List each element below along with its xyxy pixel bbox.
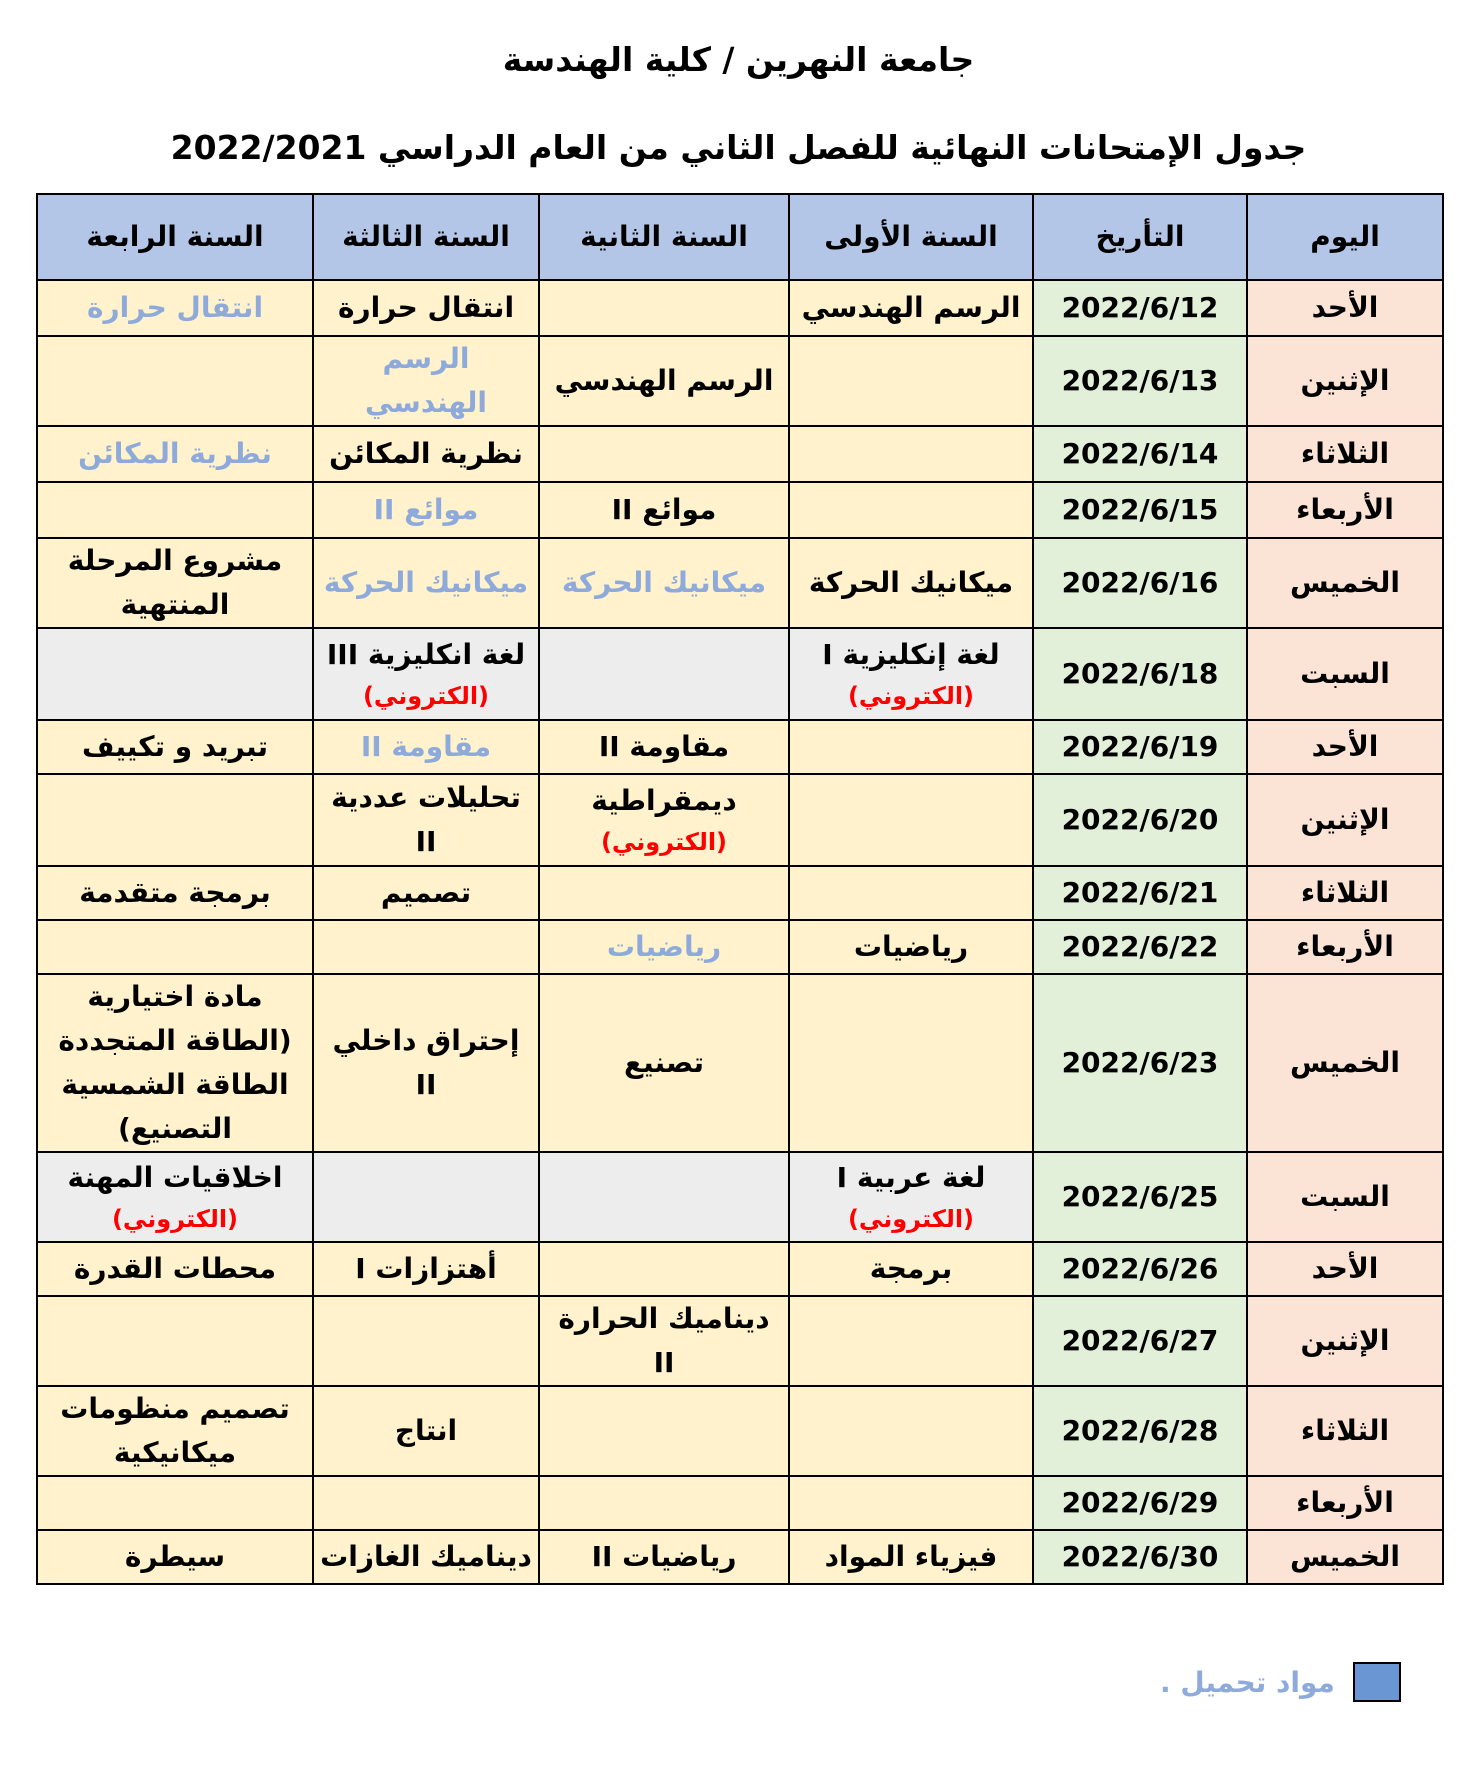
subject-cell-year3 — [313, 866, 539, 920]
subject-cell-year2 — [539, 280, 789, 336]
legend — [1160, 1662, 1401, 1702]
subject-cell-year1 — [789, 538, 1033, 628]
subject-cell-year4 — [37, 974, 313, 1152]
subject-cell-year3 — [313, 538, 539, 628]
subject-cell-year2 — [539, 336, 789, 426]
column-header-day: اليوم — [1247, 194, 1443, 280]
subject-cell-year2 — [539, 920, 789, 974]
subject-cell-year2 — [539, 482, 789, 538]
subject-cell-year1 — [789, 1152, 1033, 1242]
subject-cell-year1 — [789, 336, 1033, 426]
subject-cell-year3 — [313, 774, 539, 866]
subject-cell-year1 — [789, 974, 1033, 1152]
subject-text: تبريد و تكييف — [82, 730, 268, 763]
date-cell: 2022/6/22 — [1033, 920, 1247, 974]
subject-cell-year2 — [539, 1242, 789, 1296]
subject-cell-year2 — [539, 1152, 789, 1242]
day-cell: الإثنين — [1247, 1296, 1443, 1386]
day-cell: الخميس — [1247, 1530, 1443, 1584]
subject-cell-year3 — [313, 1530, 539, 1584]
subject-cell-year1 — [789, 628, 1033, 720]
subject-cell-year3 — [313, 720, 539, 774]
date-cell: 2022/6/28 — [1033, 1386, 1247, 1476]
subject-text: انتاج — [394, 1414, 458, 1447]
date-cell: 2022/6/30 — [1033, 1530, 1247, 1584]
subject-text: (الكتروني) — [847, 682, 975, 710]
table-row — [37, 426, 1443, 482]
subject-cell-year3 — [313, 920, 539, 974]
subject-cell-year3 — [313, 426, 539, 482]
subject-text: II — [415, 825, 437, 858]
legend-label: مواد تحميل . — [1160, 1665, 1335, 1699]
subject-text: لغة عربية I — [836, 1161, 986, 1194]
subject-cell-year3 — [313, 1296, 539, 1386]
date-cell: 2022/6/16 — [1033, 538, 1247, 628]
subject-cell-year1 — [789, 920, 1033, 974]
subject-cell-year4 — [37, 1476, 313, 1530]
subject-cell-year1 — [789, 1476, 1033, 1530]
subject-text: الطاقة الشمسية — [61, 1068, 289, 1101]
subject-text: اخلاقيات المهنة — [67, 1161, 283, 1194]
subject-text: موائع II — [611, 493, 717, 526]
date-cell: 2022/6/27 — [1033, 1296, 1247, 1386]
subject-cell-year4 — [37, 774, 313, 866]
legend-color-swatch — [1353, 1662, 1401, 1702]
subject-cell-year4 — [37, 1386, 313, 1476]
table-row — [37, 538, 1443, 628]
subject-cell-year2 — [539, 538, 789, 628]
day-cell: الإثنين — [1247, 774, 1443, 866]
subject-text: ديمقراطية — [591, 784, 737, 817]
subject-cell-year2 — [539, 866, 789, 920]
subject-cell-year4 — [37, 482, 313, 538]
day-cell: السبت — [1247, 1152, 1443, 1242]
date-cell: 2022/6/21 — [1033, 866, 1247, 920]
date-cell: 2022/6/29 — [1033, 1476, 1247, 1530]
subject-cell-year4 — [37, 1152, 313, 1242]
subject-cell-year3 — [313, 1476, 539, 1530]
day-cell: الأحد — [1247, 280, 1443, 336]
subject-text: موائع II — [373, 493, 479, 526]
subject-text: انتقال حرارة — [337, 291, 515, 324]
subject-cell-year4 — [37, 280, 313, 336]
subject-cell-year4 — [37, 1242, 313, 1296]
day-cell: الخميس — [1247, 974, 1443, 1152]
subject-text: ميكانيك الحركة — [808, 566, 1014, 599]
date-cell: 2022/6/14 — [1033, 426, 1247, 482]
table-row — [37, 280, 1443, 336]
subject-cell-year3 — [313, 1152, 539, 1242]
subject-cell-year4 — [37, 336, 313, 426]
subject-cell-year3 — [313, 974, 539, 1152]
subject-text: رياضيات — [606, 930, 722, 963]
subject-cell-year1 — [789, 280, 1033, 336]
subject-text: ميكانيك الحركة — [561, 566, 767, 599]
subject-text: المنتهية — [120, 588, 230, 621]
date-cell: 2022/6/23 — [1033, 974, 1247, 1152]
subject-text: برمجة متقدمة — [79, 876, 271, 909]
subject-text: مشروع المرحلة — [67, 544, 283, 577]
subject-cell-year1 — [789, 426, 1033, 482]
header-row — [37, 194, 1443, 280]
subject-cell-year4 — [37, 538, 313, 628]
subject-text: (الطاقة المتجددة — [58, 1024, 292, 1057]
table-row — [37, 866, 1443, 920]
subject-cell-year3 — [313, 628, 539, 720]
subject-cell-year2 — [539, 720, 789, 774]
day-cell: الخميس — [1247, 538, 1443, 628]
subject-cell-year4 — [37, 720, 313, 774]
subject-text: الرسم الهندسي — [364, 342, 488, 419]
day-cell: الإثنين — [1247, 336, 1443, 426]
subject-cell-year2 — [539, 426, 789, 482]
subject-cell-year4 — [37, 1296, 313, 1386]
subject-text: الرسم الهندسي — [801, 291, 1021, 324]
subject-cell-year2 — [539, 1386, 789, 1476]
subject-cell-year1 — [789, 1296, 1033, 1386]
subject-cell-year2 — [539, 1296, 789, 1386]
subject-text: سيطرة — [124, 1540, 226, 1573]
subject-text: ميكانيكية — [113, 1436, 237, 1469]
subject-cell-year1 — [789, 482, 1033, 538]
university-title: جامعة النهرين / كلية الهندسة — [502, 40, 975, 79]
subject-text: (الكتروني) — [847, 1205, 975, 1233]
subject-text: لغة انكليزية III — [326, 638, 526, 671]
subject-cell-year1 — [789, 720, 1033, 774]
date-cell: 2022/6/13 — [1033, 336, 1247, 426]
date-cell: 2022/6/18 — [1033, 628, 1247, 720]
subject-text: نظرية المكائن — [78, 437, 272, 470]
day-cell: الأربعاء — [1247, 1476, 1443, 1530]
subject-text: مادة اختيارية — [87, 980, 263, 1013]
subject-cell-year3 — [313, 280, 539, 336]
date-cell: 2022/6/15 — [1033, 482, 1247, 538]
subject-text: أهتزازات I — [355, 1252, 497, 1285]
subject-text: تصميم — [380, 876, 472, 909]
subject-text: نظرية المكائن — [329, 437, 523, 470]
subject-cell-year2 — [539, 774, 789, 866]
table-row — [37, 482, 1443, 538]
table-row — [37, 1296, 1443, 1386]
date-cell: 2022/6/19 — [1033, 720, 1247, 774]
table-row — [37, 1386, 1443, 1476]
table-row — [37, 628, 1443, 720]
day-cell: الأحد — [1247, 1242, 1443, 1296]
subject-cell-year4 — [37, 1530, 313, 1584]
subject-text: إحتراق داخلي II — [332, 1024, 520, 1101]
column-header-year4: السنة الرابعة — [37, 194, 313, 280]
subject-text: فيزياء المواد — [824, 1540, 998, 1573]
subject-text: تحليلات عددية — [331, 781, 521, 814]
subject-cell-year3 — [313, 482, 539, 538]
column-header-year1: السنة الأولى — [789, 194, 1033, 280]
subject-text: (الكتروني) — [600, 828, 728, 856]
table-row — [37, 336, 1443, 426]
day-cell: الأربعاء — [1247, 920, 1443, 974]
subject-cell-year1 — [789, 1386, 1033, 1476]
subject-cell-year3 — [313, 1386, 539, 1476]
subject-text: رياضيات II — [591, 1540, 737, 1573]
table-row — [37, 1152, 1443, 1242]
table-row — [37, 920, 1443, 974]
subject-text: ديناميك الغازات — [320, 1540, 532, 1573]
column-header-year3: السنة الثالثة — [313, 194, 539, 280]
subject-text: (الكتروني) — [111, 1205, 239, 1233]
subject-text: تصميم منظومات — [60, 1392, 290, 1425]
subject-text: مقاومة II — [360, 730, 492, 763]
subject-cell-year2 — [539, 1476, 789, 1530]
column-header-date: التأريخ — [1033, 194, 1247, 280]
table-row — [37, 720, 1443, 774]
day-cell: الأربعاء — [1247, 482, 1443, 538]
subject-text: ديناميك الحرارة II — [558, 1302, 770, 1379]
exam-schedule-table — [36, 193, 1444, 1585]
subject-text: ميكانيك الحركة — [323, 566, 529, 599]
subject-cell-year2 — [539, 1530, 789, 1584]
table-row — [37, 774, 1443, 866]
day-cell: الأحد — [1247, 720, 1443, 774]
day-cell: السبت — [1247, 628, 1443, 720]
table-row — [37, 1242, 1443, 1296]
subject-text: تصنيع — [623, 1046, 705, 1079]
column-header-year2: السنة الثانية — [539, 194, 789, 280]
day-cell: الثلاثاء — [1247, 426, 1443, 482]
date-cell: 2022/6/25 — [1033, 1152, 1247, 1242]
table-row — [37, 1530, 1443, 1584]
day-cell: الثلاثاء — [1247, 1386, 1443, 1476]
subject-cell-year1 — [789, 866, 1033, 920]
subject-cell-year3 — [313, 336, 539, 426]
subject-cell-year2 — [539, 974, 789, 1152]
subject-text: التصنيع) — [118, 1112, 232, 1145]
subject-cell-year1 — [789, 774, 1033, 866]
subject-text: محطات القدرة — [73, 1252, 277, 1285]
day-cell: الثلاثاء — [1247, 866, 1443, 920]
subject-text: الرسم الهندسي — [554, 364, 774, 397]
subject-cell-year1 — [789, 1242, 1033, 1296]
subject-cell-year4 — [37, 426, 313, 482]
date-cell: 2022/6/12 — [1033, 280, 1247, 336]
subject-text: انتقال حرارة — [86, 291, 264, 324]
date-cell: 2022/6/26 — [1033, 1242, 1247, 1296]
subject-text: (الكتروني) — [362, 682, 490, 710]
subject-cell-year4 — [37, 920, 313, 974]
subject-cell-year3 — [313, 1242, 539, 1296]
date-cell: 2022/6/20 — [1033, 774, 1247, 866]
subject-text: مقاومة II — [598, 730, 730, 763]
table-row — [37, 1476, 1443, 1530]
subject-cell-year1 — [789, 1530, 1033, 1584]
subject-text: لغة إنكليزية I — [822, 638, 1000, 671]
subject-text: برمجة — [869, 1252, 953, 1285]
subject-cell-year4 — [37, 628, 313, 720]
schedule-title: جدول الإمتحانات النهائية للفصل الثاني من العام الدراسي 2022/2021 — [170, 128, 1307, 167]
subject-text: رياضيات — [853, 930, 969, 963]
table-row — [37, 974, 1443, 1152]
subject-cell-year4 — [37, 866, 313, 920]
subject-cell-year2 — [539, 628, 789, 720]
